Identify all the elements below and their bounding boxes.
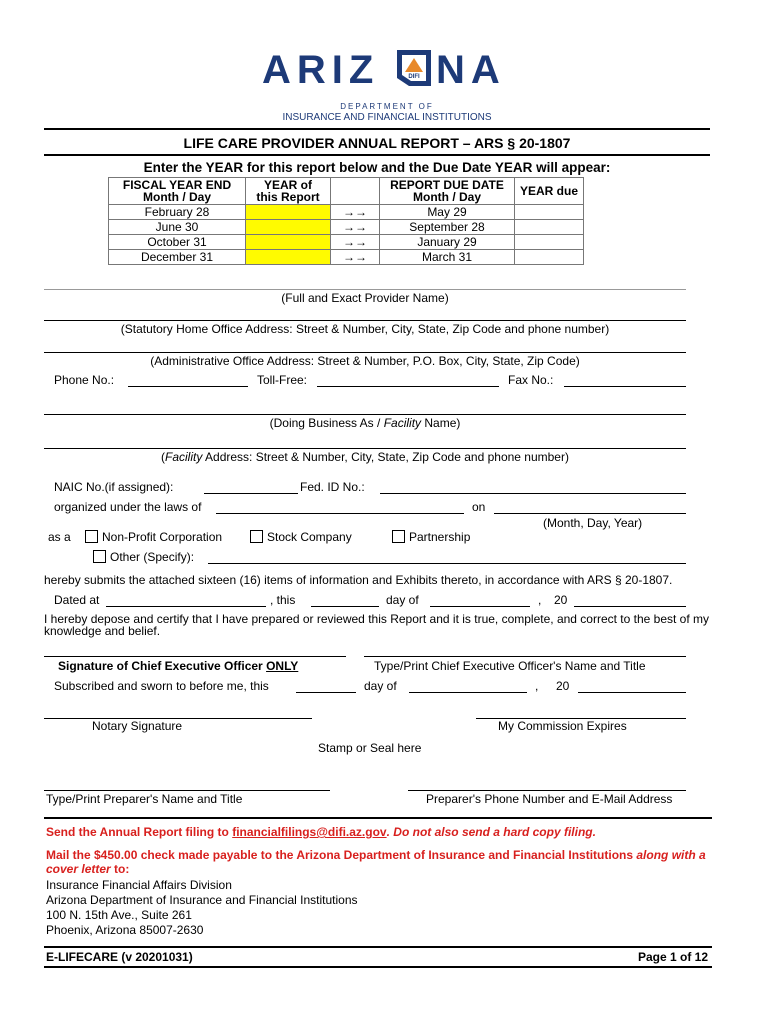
arrow-cell: →→ <box>331 220 380 235</box>
toll-free-label: Toll-Free: <box>257 373 308 387</box>
page-number: Page 1 of 12 <box>637 950 708 964</box>
dated-at-label: Dated at <box>54 593 100 607</box>
preparer-name-field[interactable] <box>44 790 330 791</box>
year-input-cell[interactable] <box>246 235 331 250</box>
year-due-cell <box>515 205 584 220</box>
send-notice-post: . Do not also send a hard copy filing. <box>386 825 596 839</box>
organized-date-field[interactable] <box>494 513 686 514</box>
col-fiscal-header <box>109 178 246 205</box>
table-row <box>109 250 584 265</box>
subscribed-twenty-label: 20 <box>556 679 570 693</box>
facility-address-field[interactable] <box>44 448 686 449</box>
ceo-signature-label-only: ONLY <box>266 659 299 673</box>
due-header-line2: Month / Day <box>413 190 481 204</box>
send-notice-pre: Send the Annual Report filing to <box>46 825 233 839</box>
table-row <box>109 205 584 220</box>
organized-label: organized under the laws of <box>54 500 202 514</box>
this-label: , this <box>270 593 296 607</box>
due-cell: January 29 <box>380 235 515 250</box>
year-header-line2: this Report <box>256 190 320 204</box>
month-day-year-label: (Month, Day, Year) <box>543 516 643 530</box>
partnership-option[interactable] <box>392 530 470 544</box>
year-due-cell <box>515 220 584 235</box>
fiscal-cell: October 31 <box>109 235 246 250</box>
dba-label <box>44 416 686 430</box>
commission-expires-label: My Commission Expires <box>498 719 627 733</box>
year-due-cell <box>515 250 584 265</box>
dba-label-facility: Facility <box>383 416 422 430</box>
naic-field[interactable] <box>204 493 298 494</box>
nonprofit-checkbox[interactable] <box>85 530 98 543</box>
fiscal-cell: February 28 <box>109 205 246 220</box>
logo <box>262 44 512 124</box>
dated-day-field[interactable] <box>311 606 379 607</box>
phone-field[interactable] <box>128 386 248 387</box>
other-label: Other (Specify): <box>110 550 195 564</box>
dba-field[interactable] <box>44 414 686 415</box>
due-cell: September 28 <box>380 220 515 235</box>
day-of-label: day of <box>386 593 419 607</box>
notice-rule <box>44 817 712 819</box>
year-header-line1: YEAR of <box>264 178 312 192</box>
dba-label-pre: (Doing Business As / <box>269 416 384 430</box>
year-input-cell[interactable] <box>246 220 331 235</box>
table-row <box>109 235 584 250</box>
ceo-name-field[interactable] <box>364 656 686 657</box>
partnership-checkbox[interactable] <box>392 530 405 543</box>
mailing-address <box>46 878 358 938</box>
subscribed-day-of-label: day of <box>364 679 397 693</box>
toll-free-field[interactable] <box>317 386 499 387</box>
col-year-due-header: YEAR due <box>515 178 584 205</box>
logo-badge: DIFI <box>408 74 420 80</box>
partnership-label: Partnership <box>409 530 471 544</box>
address-line4: Phoenix, Arizona 85007-2630 <box>46 923 204 937</box>
dated-month-field[interactable] <box>430 606 530 607</box>
year-input-cell[interactable] <box>246 205 331 220</box>
col-arrow-header <box>331 178 380 205</box>
nonprofit-label: Non-Profit Corporation <box>102 530 223 544</box>
mail-notice <box>46 848 716 876</box>
ceo-name-label: Type/Print Chief Executive Officer's Name and Title <box>374 659 646 673</box>
email-link[interactable]: financialfilings@difi.az.gov <box>232 825 387 839</box>
due-header-line1: REPORT DUE DATE <box>390 178 504 192</box>
fed-id-field[interactable] <box>380 493 686 494</box>
organized-field[interactable] <box>216 513 464 514</box>
fiscal-cell: June 30 <box>109 220 246 235</box>
form-id: E-LIFECARE (v 20201031) <box>46 950 193 964</box>
address-line2: Arizona Department of Insurance and Financial Institutions <box>46 893 358 907</box>
preparer-phone-label: Preparer's Phone Number and E-Mail Address <box>426 792 673 806</box>
fiscal-header-line1: FISCAL YEAR END <box>122 178 232 192</box>
facility-address-label <box>44 450 686 464</box>
stock-option[interactable] <box>250 530 352 544</box>
preparer-phone-field[interactable] <box>408 790 686 791</box>
fed-id-label: Fed. ID No.: <box>300 480 365 494</box>
col-year-header <box>246 178 331 205</box>
admin-office-field[interactable] <box>44 352 686 353</box>
naic-label: NAIC No.(if assigned): <box>54 480 174 494</box>
arrow-cell: →→ <box>331 205 380 220</box>
admin-office-label: (Administrative Office Address: Street & Number, P.O. Box, City, State, Zip Code) <box>150 354 580 368</box>
stock-checkbox[interactable] <box>250 530 263 543</box>
comma-label: , <box>538 593 542 607</box>
other-checkbox[interactable] <box>93 550 106 563</box>
col-due-header <box>380 178 515 205</box>
depose-statement: I hereby depose and certify that I have prepared or reviewed this Report and it is true, complete, and correct to the best of my knowledge and belief. <box>44 612 710 638</box>
home-office-label: (Statutory Home Office Address: Street & Number, City, State, Zip Code and phone number) <box>120 322 610 336</box>
submits-statement: hereby submits the attached sixteen (16) items of information and Exhibits thereto, in accordance with ARS § 20-1807. <box>44 573 673 587</box>
address-line3: 100 N. 15th Ave., Suite 261 <box>46 908 192 922</box>
phone-label: Phone No.: <box>54 373 115 387</box>
dated-year-field[interactable] <box>574 606 686 607</box>
mail-notice-pre: Mail the $450.00 check made payable to the Arizona Department of Insurance and Financial Institutions <box>46 848 637 862</box>
arizona-state-icon <box>395 48 433 88</box>
stock-label: Stock Company <box>267 530 352 544</box>
logo-word-right: NA <box>436 48 506 92</box>
preparer-name-label: Type/Print Preparer's Name and Title <box>46 792 243 806</box>
facility-addr-pre: ( <box>161 450 165 464</box>
fax-field[interactable] <box>564 386 686 387</box>
ceo-signature-label <box>58 659 298 673</box>
year-input-cell[interactable] <box>246 250 331 265</box>
nonprofit-option[interactable] <box>85 530 222 544</box>
title-rule-top <box>44 128 710 130</box>
title-rule-bottom <box>44 154 710 156</box>
ceo-signature-field[interactable] <box>44 656 346 657</box>
logo-dept-line2: INSURANCE AND FINANCIAL INSTITUTIONS <box>282 112 492 123</box>
footer-rule-top <box>44 946 712 948</box>
address-line1: Insurance Financial Affairs Division <box>46 878 232 892</box>
ceo-signature-label-pre: Signature of Chief Executive Officer <box>58 659 267 673</box>
dated-at-field[interactable] <box>106 606 266 607</box>
as-a-label: as a <box>48 530 71 544</box>
logo-word-left: ARIZ <box>262 48 380 92</box>
footer-rule-bottom <box>44 966 712 968</box>
logo-dept-line1: DEPARTMENT OF <box>340 102 434 111</box>
subscribed-comma-label: , <box>535 679 539 693</box>
mail-notice-italic: along with a cover letter <box>46 848 706 876</box>
arrow-cell: →→ <box>331 250 380 265</box>
facility-addr-post: Address: Street & Number, City, State, Zip Code and phone number) <box>202 450 569 464</box>
due-date-table <box>108 177 584 265</box>
year-instructions: Enter the YEAR for this report below and the Due Date YEAR will appear: <box>143 160 611 175</box>
arrow-cell: →→ <box>331 235 380 250</box>
send-notice <box>46 825 596 839</box>
due-cell: May 29 <box>380 205 515 220</box>
subscribed-day-field[interactable] <box>296 692 356 693</box>
provider-name-label: (Full and Exact Provider Name) <box>281 291 449 305</box>
subscribed-year-field[interactable] <box>578 692 686 693</box>
subscribed-month-field[interactable] <box>409 692 527 693</box>
fax-label: Fax No.: <box>508 373 554 387</box>
fiscal-cell: December 31 <box>109 250 246 265</box>
on-label: on <box>472 500 486 514</box>
table-row <box>109 220 584 235</box>
home-office-field[interactable] <box>44 320 686 321</box>
page-title: LIFE CARE PROVIDER ANNUAL REPORT – ARS § 20-1807 <box>183 135 571 151</box>
provider-name-field[interactable] <box>44 289 686 290</box>
dba-label-post: Name) <box>421 416 461 430</box>
year-due-cell <box>515 235 584 250</box>
mail-notice-post: to: <box>110 862 130 876</box>
notary-signature-label: Notary Signature <box>92 719 183 733</box>
stamp-label: Stamp or Seal here <box>318 741 422 755</box>
facility-addr-italic: Facility <box>165 450 203 464</box>
fiscal-header-line2: Month / Day <box>143 190 211 204</box>
other-specify-field[interactable] <box>208 563 686 564</box>
due-cell: March 31 <box>380 250 515 265</box>
twenty-label: 20 <box>554 593 568 607</box>
subscribed-label: Subscribed and sworn to before me, this <box>54 679 269 693</box>
other-option[interactable] <box>93 550 194 564</box>
